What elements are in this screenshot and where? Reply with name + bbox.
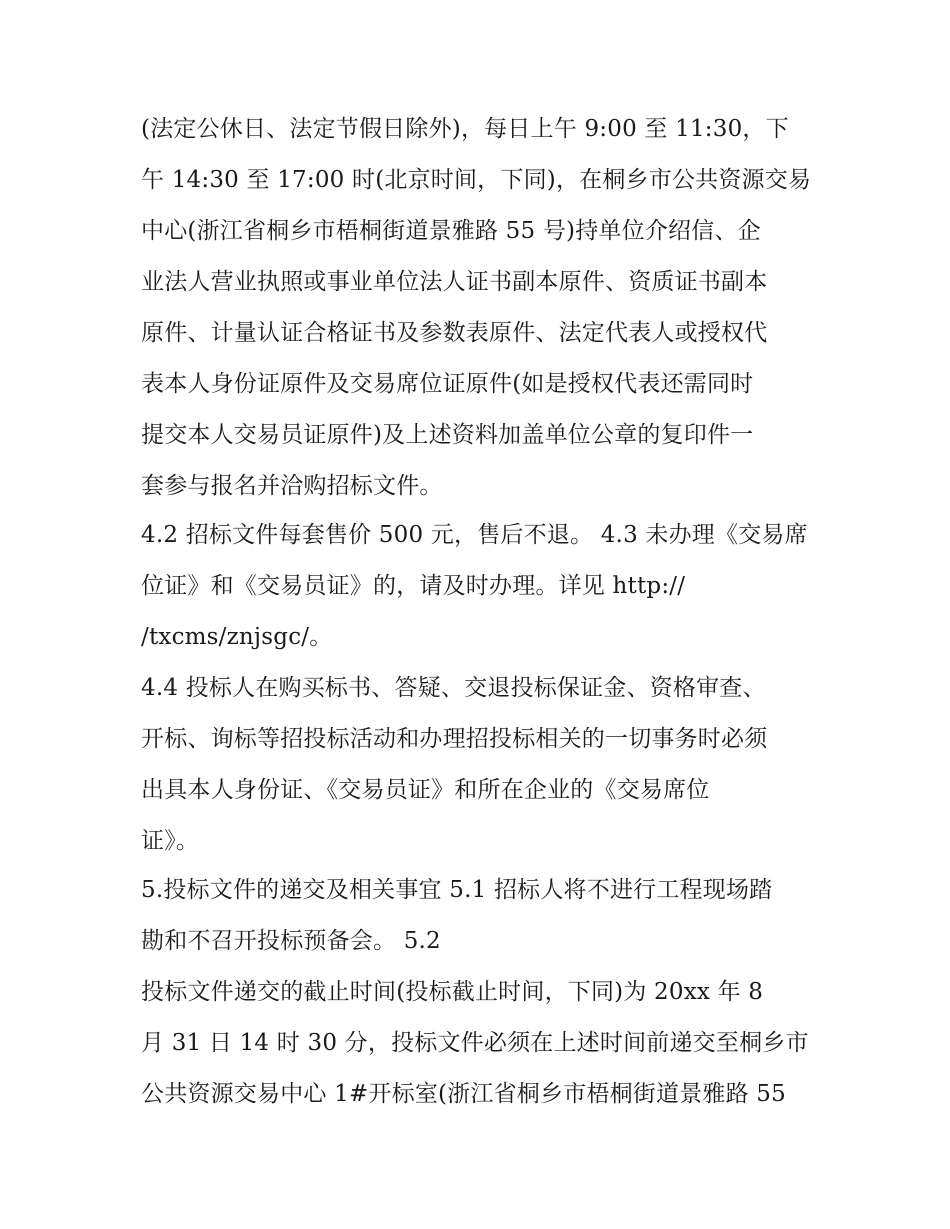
text-line: 4.2 招标文件每套售价 500 元，售后不退。 4.3 未办理《交易席	[141, 522, 808, 548]
text-line: 套参与报名并洽购招标文件。	[141, 473, 443, 499]
text-line: 月 31 日 14 时 30 分，投标文件必须在上述时间前递交至桐乡市	[141, 1030, 809, 1056]
text-line: 位证》和《交易员证》的，请及时办理。详见 http://	[141, 573, 686, 599]
text-line: 原件、计量认证合格证书及参数表原件、法定代表人或授权代	[141, 320, 768, 346]
text-line: 业法人营业执照或事业单位法人证书副本原件、资质证书副本	[141, 269, 768, 295]
text-line: /txcms/znjsgc/。	[141, 624, 333, 650]
text-line: 开标、询标等招投标活动和办理招投标相关的一切事务时必须	[141, 726, 768, 752]
text-line: 证》。	[141, 828, 200, 854]
text-line: 投标文件递交的截止时间(投标截止时间，下同)为 20xx 年 8	[141, 979, 764, 1005]
text-line: 午 14:30 至 17:00 时(北京时间，下同)，在桐乡市公共资源交易	[141, 167, 812, 193]
text-line: 中心(浙江省桐乡市梧桐街道景雅路 55 号)持单位介绍信、企	[141, 218, 761, 244]
text-line: (法定公休日、法定节假日除外)，每日上午 9:00 至 11:30，下	[141, 116, 789, 142]
text-line: 勘和不召开投标预备会。 5.2	[141, 928, 441, 954]
text-line: 4.4 投标人在购买标书、答疑、交退投标保证金、资格审查、	[141, 675, 766, 701]
text-line: 提交本人交易员证原件)及上述资料加盖单位公章的复印件一	[141, 422, 754, 448]
text-line: 5.投标文件的递交及相关事宜 5.1 招标人将不进行工程现场踏	[141, 877, 773, 903]
text-line: 表本人身份证原件及交易席位证原件(如是授权代表还需同时	[141, 371, 754, 397]
text-line: 出具本人身份证、《交易员证》和所在企业的《交易席位	[141, 777, 710, 803]
text-line: 公共资源交易中心 1#开标室(浙江省桐乡市梧桐街道景雅路 55	[141, 1081, 786, 1107]
